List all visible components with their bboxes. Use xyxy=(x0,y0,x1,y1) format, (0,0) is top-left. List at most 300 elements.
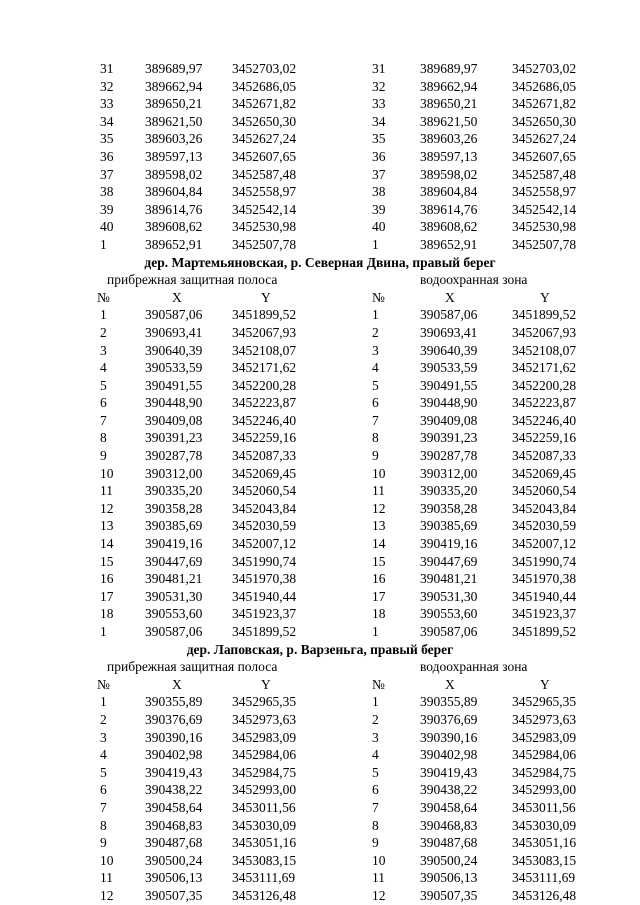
left-x-coordinate: 390358,28 xyxy=(145,500,203,516)
left-point-number: 15 xyxy=(100,553,114,569)
left-point-number: 10 xyxy=(100,465,114,481)
left-point-number: 38 xyxy=(100,184,114,200)
right-point-number: 33 xyxy=(372,96,386,112)
right-x-coordinate: 390468,83 xyxy=(420,817,478,833)
left-point-number: 2 xyxy=(100,324,107,340)
left-x-coordinate: 389608,62 xyxy=(145,219,203,235)
left-zone-caption: прибрежная защитная полоса xyxy=(107,272,278,288)
right-point-number: 8 xyxy=(372,817,379,833)
left-x-coordinate: 389662,94 xyxy=(145,78,203,94)
right-point-number: 32 xyxy=(372,78,386,94)
left-x-coordinate: 390507,35 xyxy=(145,887,203,903)
right-y-coordinate: 3452984,06 xyxy=(512,747,577,763)
right-point-number: 14 xyxy=(372,536,386,552)
column-header-row xyxy=(0,289,640,307)
right-point-number: 9 xyxy=(372,835,379,851)
left-y-header: Y xyxy=(261,676,271,692)
right-point-number: 4 xyxy=(372,360,379,376)
left-point-number: 4 xyxy=(100,360,107,376)
left-y-coordinate: 3452087,33 xyxy=(232,448,297,464)
left-number-header: № xyxy=(97,676,110,692)
right-point-number: 37 xyxy=(372,166,386,182)
left-y-coordinate: 3451990,74 xyxy=(232,553,297,569)
left-y-coordinate: 3452067,93 xyxy=(232,324,297,340)
right-x-coordinate: 390376,69 xyxy=(420,711,478,727)
right-x-header: X xyxy=(445,676,455,692)
left-y-coordinate: 3453126,48 xyxy=(232,887,297,903)
right-point-number: 15 xyxy=(372,553,386,569)
right-point-number: 11 xyxy=(372,870,385,886)
right-y-coordinate: 3451899,52 xyxy=(512,624,577,639)
left-y-coordinate: 3452542,14 xyxy=(232,201,297,217)
right-x-coordinate: 390447,69 xyxy=(420,553,478,569)
left-x-coordinate: 390402,98 xyxy=(145,747,203,763)
right-x-coordinate: 390553,60 xyxy=(420,606,478,622)
right-number-header: № xyxy=(372,676,385,692)
left-x-coordinate: 390587,06 xyxy=(145,307,203,323)
left-number-header: № xyxy=(97,289,110,305)
right-point-number: 11 xyxy=(372,483,385,499)
column-header-row xyxy=(0,676,640,694)
right-y-coordinate: 3452530,98 xyxy=(512,219,577,235)
table-row xyxy=(0,359,640,377)
left-x-coordinate: 390287,78 xyxy=(145,448,203,464)
right-point-number: 39 xyxy=(372,201,386,217)
right-x-coordinate: 390355,89 xyxy=(420,694,478,710)
right-y-coordinate: 3452007,12 xyxy=(512,536,577,552)
left-point-number: 12 xyxy=(100,500,114,516)
table-row xyxy=(0,183,640,201)
left-point-number: 1 xyxy=(100,307,107,323)
left-y-coordinate: 3452043,84 xyxy=(232,500,297,516)
left-y-coordinate: 3452993,00 xyxy=(232,782,297,798)
right-y-coordinate: 3453083,15 xyxy=(512,852,577,868)
right-y-coordinate: 3452984,75 xyxy=(512,764,577,780)
right-point-number: 10 xyxy=(372,465,386,481)
table-row xyxy=(0,517,640,535)
right-x-coordinate: 390481,21 xyxy=(420,571,478,587)
right-point-number: 12 xyxy=(372,500,386,516)
left-point-number: 33 xyxy=(100,96,114,112)
left-x-coordinate: 389614,76 xyxy=(145,201,203,217)
right-y-coordinate: 3452171,62 xyxy=(512,360,577,376)
left-point-number: 32 xyxy=(100,78,114,94)
left-y-coordinate: 3452984,06 xyxy=(232,747,297,763)
right-point-number: 4 xyxy=(372,747,379,763)
left-point-number: 11 xyxy=(100,483,113,499)
right-point-number: 35 xyxy=(372,131,386,147)
left-y-coordinate: 3452703,02 xyxy=(232,61,297,76)
left-x-coordinate: 389597,13 xyxy=(145,148,203,164)
left-x-coordinate: 390693,41 xyxy=(145,324,203,340)
right-y-coordinate: 3452993,00 xyxy=(512,782,577,798)
table-row xyxy=(0,869,640,887)
left-x-coordinate: 389598,02 xyxy=(145,166,203,182)
left-point-number: 6 xyxy=(100,395,107,411)
right-y-coordinate: 3452650,30 xyxy=(512,113,577,129)
right-x-coordinate: 390390,16 xyxy=(420,729,478,745)
table-row xyxy=(0,711,640,729)
left-point-number: 8 xyxy=(100,430,107,446)
right-y-coordinate: 3453011,56 xyxy=(512,799,576,815)
right-x-coordinate: 390335,20 xyxy=(420,483,478,499)
right-point-number: 7 xyxy=(372,799,379,815)
right-y-coordinate: 3451970,38 xyxy=(512,571,577,587)
table-row xyxy=(0,429,640,447)
left-y-coordinate: 3452558,97 xyxy=(232,184,297,200)
left-x-coordinate: 389652,91 xyxy=(145,236,203,252)
left-y-coordinate: 3452973,63 xyxy=(232,711,297,727)
right-y-coordinate: 3452067,93 xyxy=(512,324,577,340)
right-y-coordinate: 3452965,35 xyxy=(512,694,577,710)
right-point-number: 31 xyxy=(372,61,386,76)
left-point-number: 3 xyxy=(100,729,107,745)
table-row xyxy=(0,394,640,412)
right-x-coordinate: 390533,59 xyxy=(420,360,478,376)
table-row xyxy=(0,605,640,623)
left-y-coordinate: 3452246,40 xyxy=(232,412,297,428)
table-row xyxy=(0,166,640,184)
right-y-coordinate: 3452558,97 xyxy=(512,184,577,200)
left-x-coordinate: 390587,06 xyxy=(145,624,203,639)
left-point-number: 17 xyxy=(100,588,114,604)
left-point-number: 2 xyxy=(100,711,107,727)
right-x-coordinate: 390438,22 xyxy=(420,782,478,798)
left-y-coordinate: 3452627,24 xyxy=(232,131,297,147)
right-x-coordinate: 389650,21 xyxy=(420,96,478,112)
right-x-coordinate: 390409,08 xyxy=(420,412,478,428)
right-y-coordinate: 3451940,44 xyxy=(512,588,577,604)
left-y-coordinate: 3451899,52 xyxy=(232,307,297,323)
right-zone-caption: водоохранная зона xyxy=(420,659,528,675)
left-y-coordinate: 3452108,07 xyxy=(232,342,297,358)
left-x-coordinate: 389603,26 xyxy=(145,131,203,147)
table-row xyxy=(0,817,640,835)
left-y-coordinate: 3452171,62 xyxy=(232,360,297,376)
table-row xyxy=(0,95,640,113)
table-row xyxy=(0,535,640,553)
zone-caption-row xyxy=(0,658,640,676)
right-x-coordinate: 390419,43 xyxy=(420,764,478,780)
table-row xyxy=(0,78,640,96)
left-x-coordinate: 390448,90 xyxy=(145,395,203,411)
right-y-coordinate: 3453051,16 xyxy=(512,835,577,851)
table-row xyxy=(0,60,640,78)
right-point-number: 17 xyxy=(372,588,386,604)
right-x-coordinate: 389614,76 xyxy=(420,201,478,217)
right-point-number: 1 xyxy=(372,307,379,323)
left-x-header: X xyxy=(172,676,182,692)
right-point-number: 34 xyxy=(372,113,386,129)
table-row xyxy=(0,764,640,782)
left-point-number: 36 xyxy=(100,148,114,164)
right-x-coordinate: 390385,69 xyxy=(420,518,478,534)
right-y-coordinate: 3451923,37 xyxy=(512,606,577,622)
table-row xyxy=(0,306,640,324)
left-x-coordinate: 390491,55 xyxy=(145,377,203,393)
left-y-coordinate: 3452060,54 xyxy=(232,483,297,499)
table-row xyxy=(0,201,640,219)
table-row xyxy=(0,482,640,500)
right-x-coordinate: 390448,90 xyxy=(420,395,478,411)
left-x-coordinate: 390409,08 xyxy=(145,412,203,428)
table-row xyxy=(0,130,640,148)
left-point-number: 11 xyxy=(100,870,113,886)
right-point-number: 40 xyxy=(372,219,386,235)
right-point-number: 6 xyxy=(372,395,379,411)
table-row xyxy=(0,218,640,236)
right-y-coordinate: 3452587,48 xyxy=(512,166,577,182)
left-point-number: 8 xyxy=(100,817,107,833)
right-x-coordinate: 389689,97 xyxy=(420,61,478,76)
left-y-coordinate: 3452984,75 xyxy=(232,764,297,780)
left-y-coordinate: 3451940,44 xyxy=(232,588,297,604)
left-x-coordinate: 390419,43 xyxy=(145,764,203,780)
left-y-coordinate: 3452587,48 xyxy=(232,166,297,182)
right-point-number: 2 xyxy=(372,324,379,340)
left-x-coordinate: 390553,60 xyxy=(145,606,203,622)
left-point-number: 10 xyxy=(100,852,114,868)
right-x-coordinate: 390500,24 xyxy=(420,852,478,868)
left-y-coordinate: 3452200,28 xyxy=(232,377,297,393)
right-y-coordinate: 3452223,87 xyxy=(512,395,577,411)
table-row xyxy=(0,781,640,799)
right-x-coordinate: 390491,55 xyxy=(420,377,478,393)
table-row xyxy=(0,570,640,588)
left-point-number: 34 xyxy=(100,113,114,129)
left-point-number: 1 xyxy=(100,236,107,252)
left-x-coordinate: 390506,13 xyxy=(145,870,203,886)
right-y-header: Y xyxy=(540,289,550,305)
table-row xyxy=(0,465,640,483)
zone-caption-row xyxy=(0,271,640,289)
right-x-coordinate: 390287,78 xyxy=(420,448,478,464)
right-point-number: 3 xyxy=(372,729,379,745)
right-x-coordinate: 389604,84 xyxy=(420,184,478,200)
left-x-coordinate: 389650,21 xyxy=(145,96,203,112)
right-x-header: X xyxy=(445,289,455,305)
left-x-coordinate: 390481,21 xyxy=(145,571,203,587)
right-point-number: 8 xyxy=(372,430,379,446)
right-point-number: 38 xyxy=(372,184,386,200)
left-y-coordinate: 3452507,78 xyxy=(232,236,297,252)
left-y-coordinate: 3453111,69 xyxy=(232,870,296,886)
left-y-coordinate: 3452530,98 xyxy=(232,219,297,235)
right-point-number: 9 xyxy=(372,448,379,464)
right-x-coordinate: 389603,26 xyxy=(420,131,478,147)
table-row xyxy=(0,324,640,342)
table-row xyxy=(0,588,640,606)
left-x-coordinate: 390419,16 xyxy=(145,536,203,552)
right-x-coordinate: 390402,98 xyxy=(420,747,478,763)
right-point-number: 1 xyxy=(372,236,379,252)
left-x-coordinate: 390385,69 xyxy=(145,518,203,534)
left-x-coordinate: 390533,59 xyxy=(145,360,203,376)
right-number-header: № xyxy=(372,289,385,305)
table-row xyxy=(0,887,640,905)
coordinate-section xyxy=(0,60,640,254)
right-x-coordinate: 390419,16 xyxy=(420,536,478,552)
right-point-number: 5 xyxy=(372,764,379,780)
section-title: дер. Мартемьяновская, р. Северная Двина, правый берег xyxy=(144,254,496,270)
table-row xyxy=(0,113,640,131)
left-point-number: 4 xyxy=(100,747,107,763)
right-point-number: 12 xyxy=(372,887,386,903)
left-y-coordinate: 3452965,35 xyxy=(232,694,297,710)
right-point-number: 2 xyxy=(372,711,379,727)
section-title: дер. Лаповская, р. Варзеньга, правый берег xyxy=(186,641,454,657)
left-y-header: Y xyxy=(261,289,271,305)
table-row xyxy=(0,500,640,518)
left-point-number: 7 xyxy=(100,412,107,428)
left-y-coordinate: 3452030,59 xyxy=(232,518,297,534)
left-y-coordinate: 3453011,56 xyxy=(232,799,296,815)
left-x-coordinate: 389604,84 xyxy=(145,184,203,200)
right-point-number: 7 xyxy=(372,412,379,428)
table-row xyxy=(0,799,640,817)
right-y-coordinate: 3453126,48 xyxy=(512,887,577,903)
right-x-coordinate: 390587,06 xyxy=(420,624,478,639)
left-point-number: 5 xyxy=(100,764,107,780)
coordinate-document xyxy=(0,60,640,905)
table-row xyxy=(0,729,640,747)
left-x-coordinate: 390335,20 xyxy=(145,483,203,499)
left-y-coordinate: 3453083,15 xyxy=(232,852,297,868)
table-row xyxy=(0,236,640,254)
left-point-number: 1 xyxy=(100,624,107,639)
left-y-coordinate: 3452223,87 xyxy=(232,395,297,411)
right-y-coordinate: 3452069,45 xyxy=(512,465,577,481)
right-y-coordinate: 3451899,52 xyxy=(512,307,577,323)
left-x-coordinate: 390640,39 xyxy=(145,342,203,358)
right-point-number: 3 xyxy=(372,342,379,358)
right-point-number: 5 xyxy=(372,377,379,393)
left-y-coordinate: 3452650,30 xyxy=(232,113,297,129)
right-point-number: 1 xyxy=(372,694,379,710)
right-point-number: 10 xyxy=(372,852,386,868)
coordinate-section xyxy=(0,254,640,641)
left-x-coordinate: 390500,24 xyxy=(145,852,203,868)
right-x-coordinate: 389662,94 xyxy=(420,78,478,94)
left-point-number: 14 xyxy=(100,536,114,552)
right-y-coordinate: 3453111,69 xyxy=(512,870,576,886)
left-y-coordinate: 3452607,65 xyxy=(232,148,297,164)
left-y-coordinate: 3452007,12 xyxy=(232,536,297,552)
left-x-coordinate: 390390,16 xyxy=(145,729,203,745)
right-x-coordinate: 390358,28 xyxy=(420,500,478,516)
left-y-coordinate: 3453030,09 xyxy=(232,817,297,833)
left-y-coordinate: 3452069,45 xyxy=(232,465,297,481)
right-y-coordinate: 3452627,24 xyxy=(512,131,577,147)
right-point-number: 6 xyxy=(372,782,379,798)
right-y-coordinate: 3451990,74 xyxy=(512,553,577,569)
left-y-coordinate: 3452671,82 xyxy=(232,96,297,112)
right-point-number: 18 xyxy=(372,606,386,622)
left-x-coordinate: 390447,69 xyxy=(145,553,203,569)
coordinate-section xyxy=(0,641,640,905)
table-row xyxy=(0,693,640,711)
right-x-coordinate: 390507,35 xyxy=(420,887,478,903)
table-row xyxy=(0,553,640,571)
right-y-coordinate: 3452703,02 xyxy=(512,61,577,76)
right-point-number: 1 xyxy=(372,624,379,639)
left-point-number: 40 xyxy=(100,219,114,235)
right-y-coordinate: 3452200,28 xyxy=(512,377,577,393)
left-y-coordinate: 3452259,16 xyxy=(232,430,297,446)
right-x-coordinate: 389597,13 xyxy=(420,148,478,164)
left-x-coordinate: 390487,68 xyxy=(145,835,203,851)
left-y-coordinate: 3452686,05 xyxy=(232,78,297,94)
right-x-coordinate: 390312,00 xyxy=(420,465,478,481)
left-x-coordinate: 389689,97 xyxy=(145,61,203,76)
right-x-coordinate: 389652,91 xyxy=(420,236,478,252)
table-row xyxy=(0,834,640,852)
left-point-number: 13 xyxy=(100,518,114,534)
right-x-coordinate: 390506,13 xyxy=(420,870,478,886)
left-x-coordinate: 390438,22 xyxy=(145,782,203,798)
right-x-coordinate: 390531,30 xyxy=(420,588,478,604)
left-x-coordinate: 390458,64 xyxy=(145,799,203,815)
table-row xyxy=(0,342,640,360)
right-zone-caption: водоохранная зона xyxy=(420,272,528,288)
left-point-number: 6 xyxy=(100,782,107,798)
left-x-coordinate: 390376,69 xyxy=(145,711,203,727)
left-x-coordinate: 389621,50 xyxy=(145,113,203,129)
right-y-coordinate: 3452973,63 xyxy=(512,711,577,727)
right-y-coordinate: 3452686,05 xyxy=(512,78,577,94)
left-y-coordinate: 3451923,37 xyxy=(232,606,297,622)
right-y-coordinate: 3452983,09 xyxy=(512,729,577,745)
right-y-coordinate: 3453030,09 xyxy=(512,817,577,833)
left-x-coordinate: 390355,89 xyxy=(145,694,203,710)
left-point-number: 5 xyxy=(100,377,107,393)
left-point-number: 3 xyxy=(100,342,107,358)
right-y-coordinate: 3452507,78 xyxy=(512,236,577,252)
right-y-coordinate: 3452060,54 xyxy=(512,483,577,499)
left-x-coordinate: 390391,23 xyxy=(145,430,203,446)
left-point-number: 1 xyxy=(100,694,107,710)
section-title-row xyxy=(0,254,640,272)
left-x-coordinate: 390468,83 xyxy=(145,817,203,833)
left-point-number: 39 xyxy=(100,201,114,217)
right-point-number: 16 xyxy=(372,571,386,587)
table-row xyxy=(0,623,640,641)
left-point-number: 35 xyxy=(100,131,114,147)
right-y-coordinate: 3452087,33 xyxy=(512,448,577,464)
table-row xyxy=(0,447,640,465)
left-y-coordinate: 3452983,09 xyxy=(232,729,297,745)
left-point-number: 12 xyxy=(100,887,114,903)
right-y-coordinate: 3452259,16 xyxy=(512,430,577,446)
right-x-coordinate: 390693,41 xyxy=(420,324,478,340)
table-row xyxy=(0,746,640,764)
right-x-coordinate: 389608,62 xyxy=(420,219,478,235)
left-y-coordinate: 3451970,38 xyxy=(232,571,297,587)
left-x-header: X xyxy=(172,289,182,305)
right-point-number: 13 xyxy=(372,518,386,534)
left-point-number: 7 xyxy=(100,799,107,815)
table-row xyxy=(0,852,640,870)
table-row xyxy=(0,412,640,430)
left-point-number: 18 xyxy=(100,606,114,622)
right-y-coordinate: 3452246,40 xyxy=(512,412,577,428)
left-point-number: 16 xyxy=(100,571,114,587)
table-row xyxy=(0,377,640,395)
left-point-number: 31 xyxy=(100,61,114,76)
left-x-coordinate: 390312,00 xyxy=(145,465,203,481)
left-y-coordinate: 3451899,52 xyxy=(232,624,297,639)
right-x-coordinate: 390640,39 xyxy=(420,342,478,358)
